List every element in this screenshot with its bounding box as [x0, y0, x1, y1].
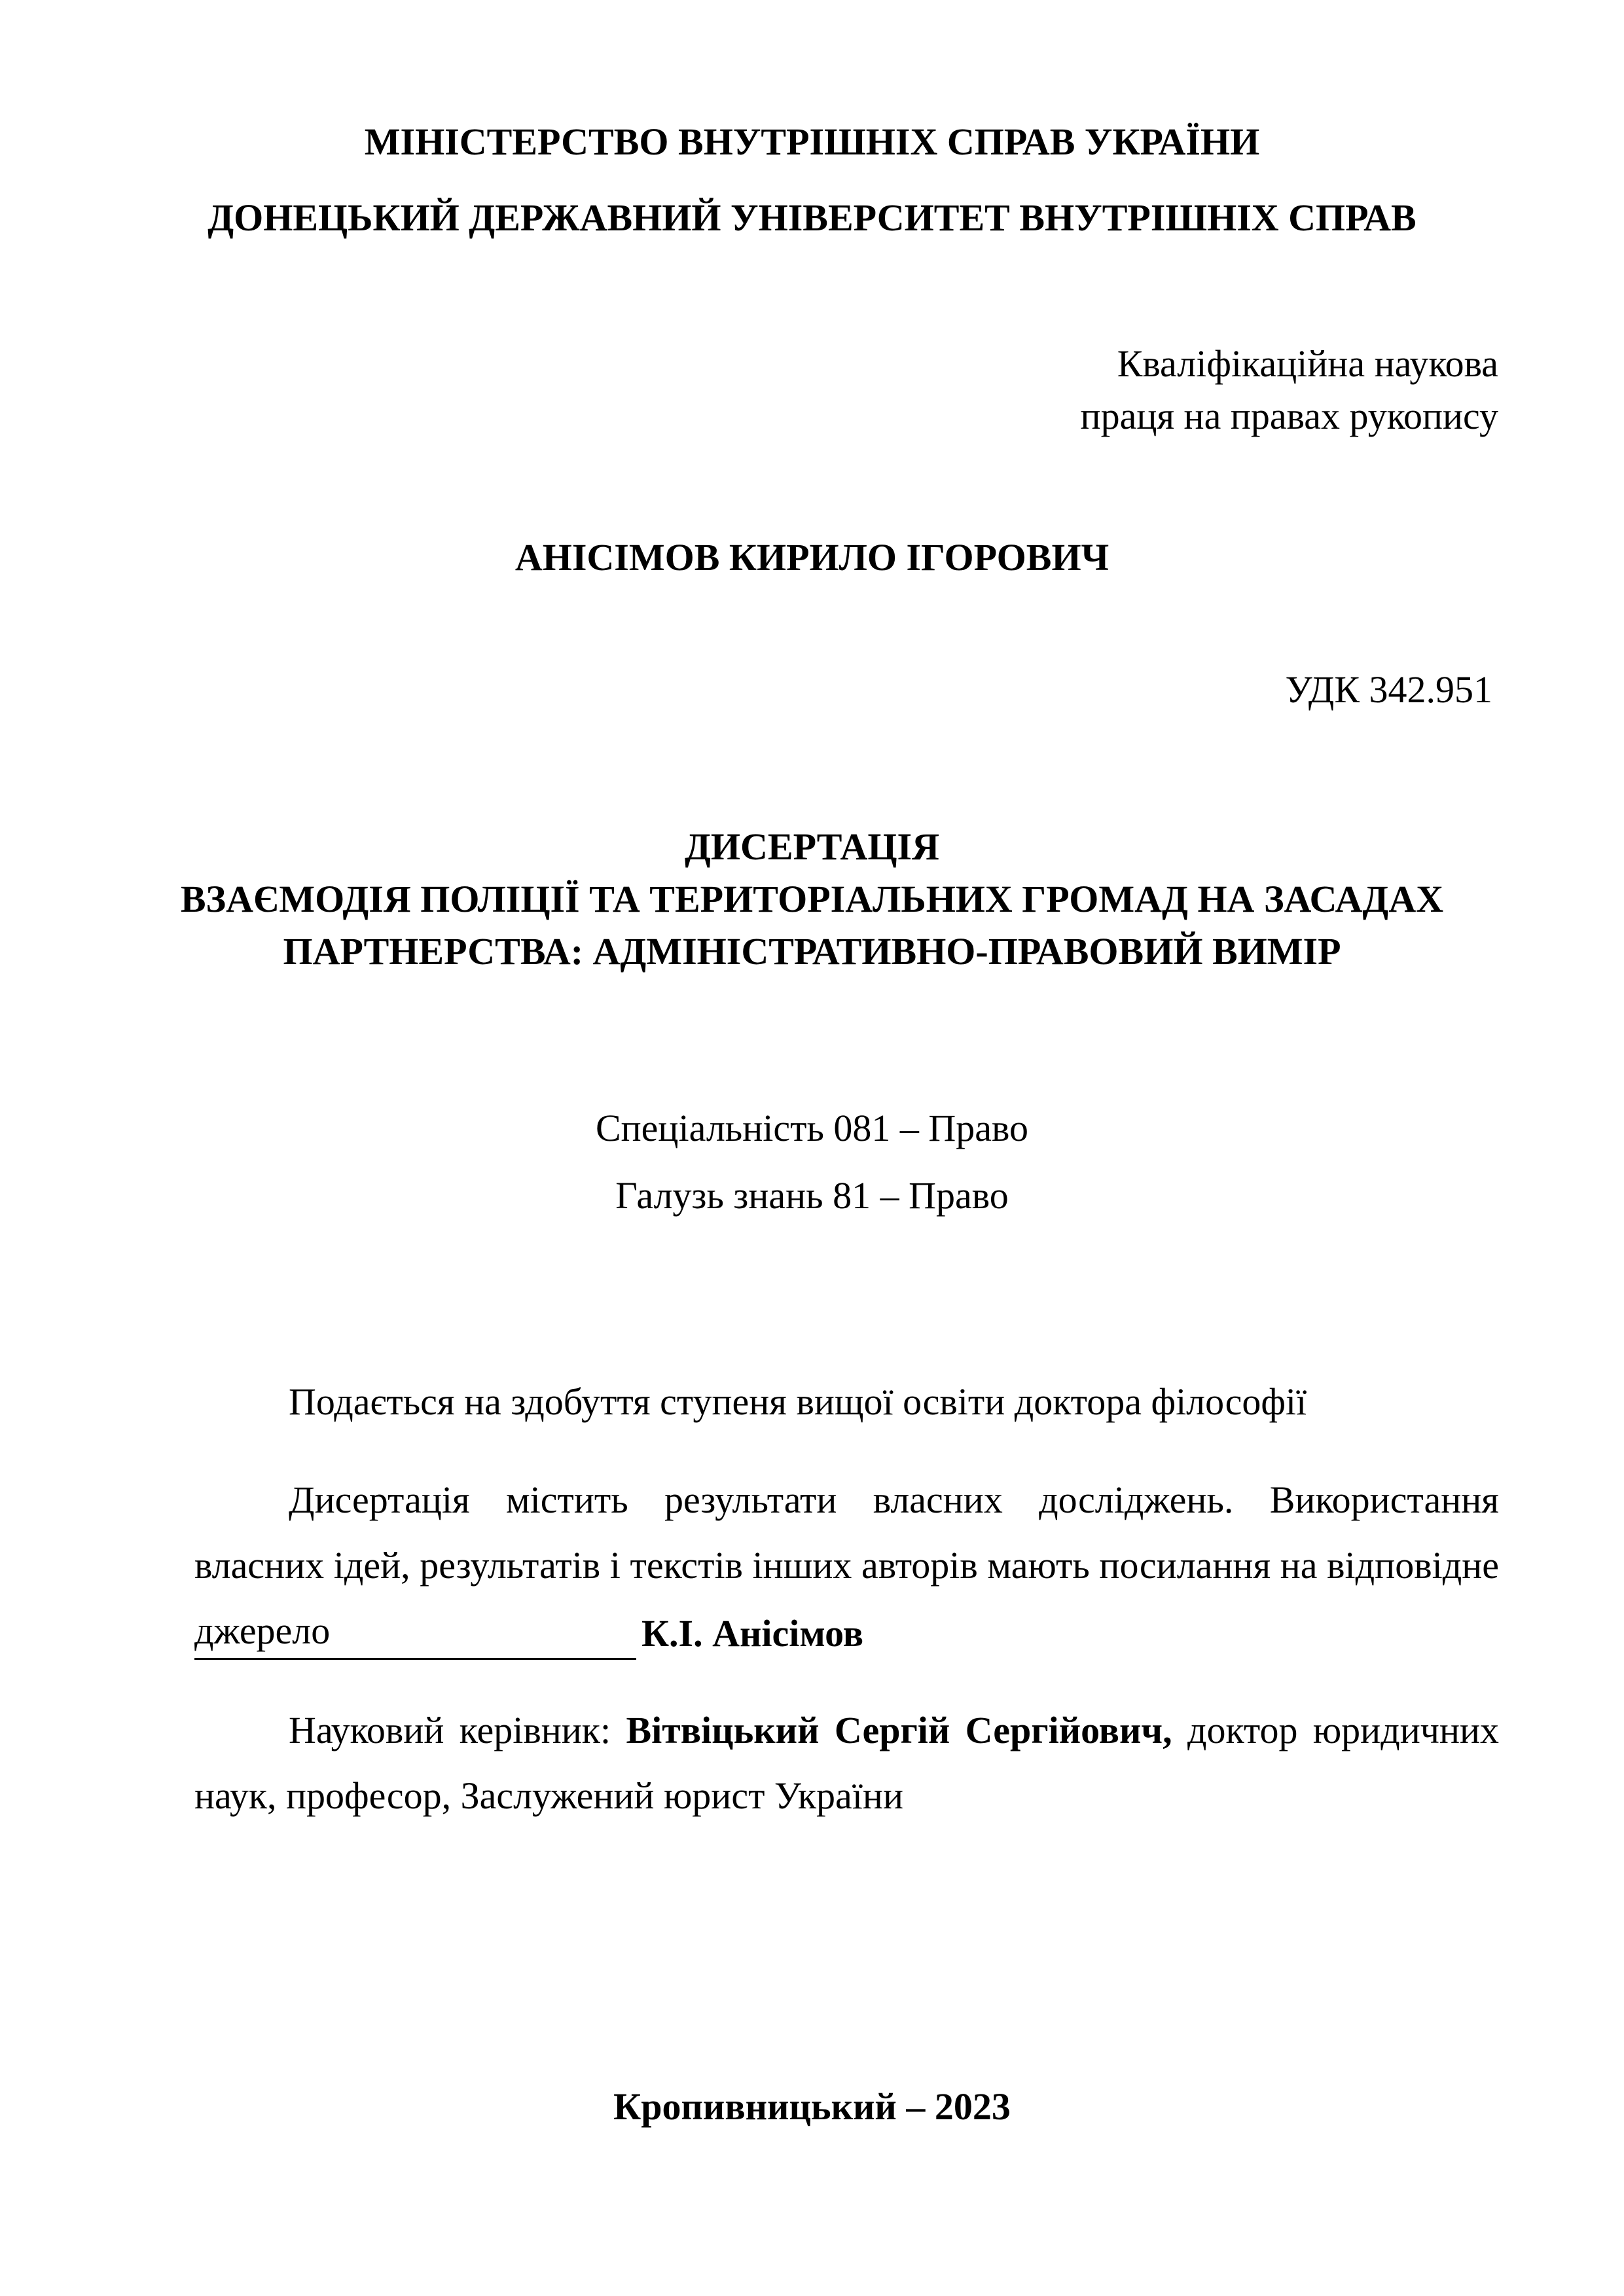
- specialty-line: Спеціальність 081 – Право: [595, 1107, 1029, 1149]
- dissertation-title-line-2: ПАРТНЕРСТВА: АДМІНІСТРАТИВНО-ПРАВОВИЙ ВИМІР: [283, 930, 1341, 973]
- manuscript-note-line-2: праця на правах рукопису: [1080, 395, 1498, 437]
- supervisor-paragraph: [194, 1698, 1499, 1829]
- signature-name: К.І. Анісімов: [641, 1612, 864, 1655]
- supervisor-label: Науковий керівник:: [289, 1709, 611, 1751]
- ministry-heading: МІНІСТЕРСТВО ВНУТРІШНІХ СПРАВ УКРАЇНИ: [364, 120, 1260, 163]
- supervisor-name: Вітвіцький Сергій Сергійович,: [626, 1709, 1172, 1751]
- manuscript-note-line-1: Кваліфікаційна наукова: [1117, 342, 1498, 385]
- dissertation-title-line-1: ВЗАЄМОДІЯ ПОЛІЦІЇ ТА ТЕРИТОРІАЛЬНИХ ГРОМАД НА ЗАСАДАХ: [180, 878, 1444, 920]
- originality-statement: Дисертація містить результати власних досліджень. Використання власних ідей, результатів і текстів інших авторів мають посилання на відповідне джерело: [194, 1479, 1499, 1652]
- degree-statement: Подається на здобуття ступеня вищої освіти доктора філософії: [289, 1380, 1307, 1423]
- author-name: АНІСІМОВ КИРИЛО ІГОРОВИЧ: [514, 536, 1110, 579]
- university-heading: ДОНЕЦЬКИЙ ДЕРЖАВНИЙ УНІВЕРСИТЕТ ВНУТРІШНІХ СПРАВ: [208, 196, 1416, 239]
- supervisor-credentials: доктор юридичних наук, професор, Заслужений юрист України: [194, 1709, 1500, 1817]
- signature-line: [194, 1658, 636, 1660]
- document-kind: ДИСЕРТАЦІЯ: [685, 825, 939, 868]
- field-of-knowledge-line: Галузь знань 81 – Право: [615, 1174, 1009, 1217]
- manuscript-note: [1081, 338, 1498, 442]
- udc-code: УДК 342.951: [1285, 668, 1492, 711]
- city-and-year: Кропивницький – 2023: [613, 2085, 1011, 2128]
